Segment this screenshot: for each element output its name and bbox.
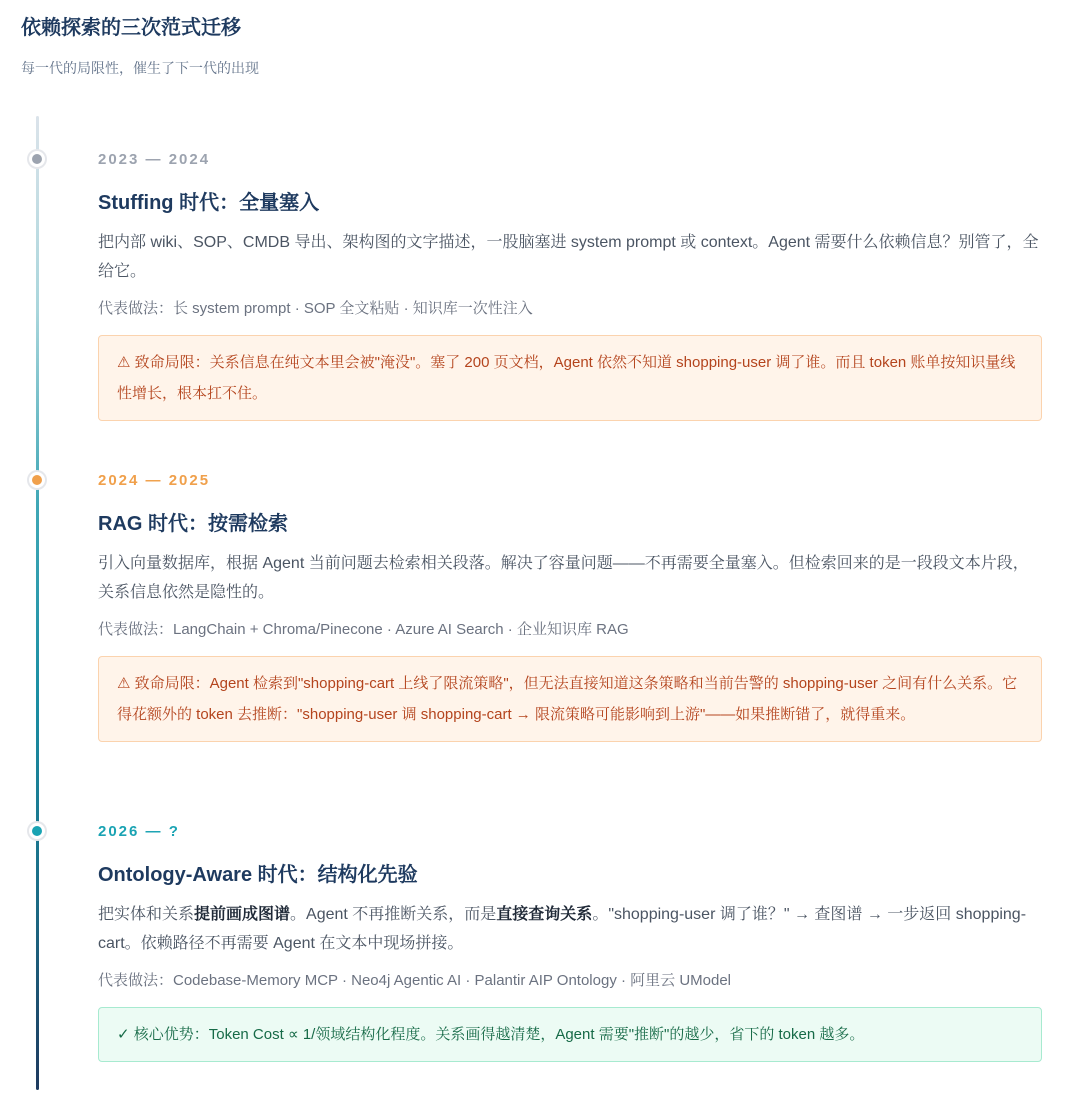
- era-practice: 代表做法：Codebase-Memory MCP · Neo4j Agentic AI · Palantir AIP Ontology · 阿里云 UModel: [98, 972, 732, 989]
- page-subtitle: 每一代的局限性，催生了下一代的出现: [21, 60, 259, 76]
- desc-text: 把实体和关系: [98, 906, 195, 923]
- era-practice: 代表做法：LangChain + Chroma/Pinecone · Azure AI Search · 企业知识库 RAG: [98, 621, 629, 638]
- era-practice: 代表做法：长 system prompt · SOP 全文粘贴 · 知识库一次性注入: [98, 300, 533, 317]
- era-years: 2023 — 2024: [98, 151, 211, 168]
- era-title: Ontology-Aware 时代：结构化先验: [98, 864, 418, 886]
- desc-text: 。Agent 不再推断关系，而是: [290, 906, 497, 923]
- era-rag: [98, 471, 1042, 742]
- era-years: 2024 — 2025: [98, 472, 211, 489]
- timeline-dot-ontology: [32, 826, 42, 836]
- era-title: Stuffing 时代：全量塞入: [98, 192, 320, 214]
- timeline-dot-rag: [32, 475, 42, 485]
- desc-text: 。"shopping-user 调了谁？" → 查图谱 → 一步返回 shopping-cart。依赖路径不再需要 Agent 在文本中现场拼接。: [98, 906, 1027, 952]
- era-ontology: [98, 822, 1042, 1062]
- era-stuffing: [98, 150, 1042, 421]
- timeline-line: [36, 116, 39, 1090]
- advantage-callout: ✓ 核心优势：Token Cost ∝ 1/领域结构化程度。关系画得越清楚，Agent 需要"推断"的越少，省下的 token 越多。: [98, 1007, 1042, 1062]
- era-description: 引入向量数据库，根据 Agent 当前问题去检索相关段落。解决了容量问题——不再需要全量塞入。但检索回来的是一段段文本片段，关系信息依然是隐性的。: [98, 555, 1029, 601]
- page-header: [21, 14, 259, 78]
- page-title: 依赖探索的三次范式迁移: [21, 17, 241, 39]
- desc-highlight: 提前画成图谱: [194, 906, 291, 923]
- era-description: 把内部 wiki、SOP、CMDB 导出、架构图的文字描述，一股脑塞进 system prompt 或 context。Agent 需要什么依赖信息？别管了，全给它。: [98, 234, 1039, 280]
- desc-highlight: 直接查询关系: [496, 906, 593, 923]
- era-description: [98, 900, 1042, 958]
- era-title: RAG 时代：按需检索: [98, 513, 288, 535]
- limitation-callout: ⚠ 致命局限：Agent 检索到"shopping-cart 上线了限流策略"，但无法直接知道这条策略和当前告警的 shopping-user 之间有什么关系。它得花额外的 token 去推断："shopping-user 调 shopping-cart → 限流策略可能影响到上游"——如果推断错了，就得重来。: [98, 656, 1042, 742]
- timeline-dot-stuffing: [32, 154, 42, 164]
- era-years: 2026 — ?: [98, 823, 180, 840]
- limitation-callout: ⚠ 致命局限：关系信息在纯文本里会被"淹没"。塞了 200 页文档，Agent 依然不知道 shopping-user 调了谁。而且 token 账单按知识量线性增长，根本扛不住。: [98, 335, 1042, 421]
